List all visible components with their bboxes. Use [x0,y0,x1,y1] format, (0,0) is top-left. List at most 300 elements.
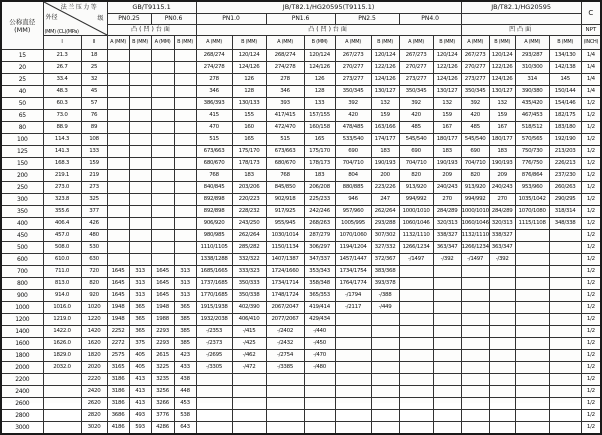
cell-value: 168.3 [43,158,81,170]
table-row [1,242,601,254]
cell-value: 518/512 [515,122,549,134]
header-inch: (INCH) [581,36,601,50]
table-body [1,50,601,435]
cell-value [174,194,196,206]
cell-value: 4186 [107,422,129,435]
cell-value [399,422,433,435]
cell-value: 338/327 [489,230,515,242]
cell-value: 385 [174,326,196,338]
cell-value: 1/2 [581,374,601,386]
cell-value [489,410,515,422]
cell-value: 1645 [107,266,129,278]
cell-value [266,374,304,386]
cell-value: 160 [232,122,266,134]
cell-value [107,254,129,266]
cell-value: 383/368 [371,266,399,278]
cell-value [266,386,304,398]
cell-value: 262/264 [371,206,399,218]
cell-value [549,266,581,278]
cell-value: 415 [196,110,232,122]
cell-value: 1035/1042 [515,194,549,206]
cell-value: 130/127 [433,86,461,98]
cell-value: 122/126 [489,62,515,74]
cell-value [129,206,151,218]
cell-value: 240/243 [489,182,515,194]
header-a-col: A (MM) [399,36,433,50]
cell-value: 1/2 [581,386,601,398]
cell-value: 3776 [151,410,174,422]
cell-value: 457.0 [43,230,81,242]
cell-value [549,314,581,326]
cell-value [107,122,129,134]
cell-value [304,398,335,410]
cell-value: 183/180 [549,122,581,134]
cell-value [151,62,174,74]
cell-value: 346 [266,86,304,98]
cell-value: 320/313 [489,218,515,230]
cell-value [174,134,196,146]
cell-value: 167 [433,122,461,134]
cell-dn: 2000 [1,362,43,374]
cell-value [335,326,371,338]
cell-value [549,374,581,386]
header-b-col: B (MM) [304,36,335,50]
cell-value: 1/2 [581,230,601,242]
cell-value: -/2117 [335,302,371,314]
cell-value: 1020 [81,302,107,314]
cell-value: 3235 [151,374,174,386]
cell-value: 1457/1447 [335,254,371,266]
cell-value: 133 [304,98,335,110]
cell-value: 268/274 [266,50,304,62]
table-row [1,170,601,182]
cell-value: 182/175 [549,110,581,122]
cell-value [174,98,196,110]
cell-value: 333/323 [232,266,266,278]
cell-value: 392 [399,98,433,110]
cell-value: 365 [174,302,196,314]
cell-value: 1/2 [581,290,601,302]
cell-value [335,386,371,398]
cell-value: 1948 [107,314,129,326]
header-pn16: PN1.6 [266,14,335,25]
cell-value [107,50,129,62]
cell-value: 1060/1046 [399,218,433,230]
cell-value [129,254,151,266]
cell-value [461,302,489,314]
cell-value: 643 [174,422,196,435]
cell-value [232,386,266,398]
cell-dn: 40 [1,86,43,98]
cell-value: 690 [399,146,433,158]
cell-value: -/2432 [266,338,304,350]
cell-value: 1115/1108 [515,218,549,230]
cell-value [461,266,489,278]
cell-value: 420 [335,110,371,122]
cell-value [515,242,549,254]
cell-value: 453 [174,398,196,410]
cell-value: 150/144 [549,86,581,98]
header-flange-grade: 法兰压力等 [60,4,99,11]
cell-value: 570/565 [515,134,549,146]
cell-value [433,410,461,422]
cell-value: 1737/1685 [196,278,232,290]
table-row [1,146,601,158]
cell-value: 768 [196,170,232,182]
cell-value [335,374,371,386]
cell-value: 610.0 [43,254,81,266]
cell-value: 820 [81,278,107,290]
cell-value [433,374,461,386]
cell-value: -/1497 [461,254,489,266]
cell-value: 1734/1754 [335,266,371,278]
cell-dn: 900 [1,290,43,302]
cell-value: 267/273 [461,50,489,62]
header-b-col: B (MM) [549,36,581,50]
cell-value: 3225 [151,362,174,374]
cell-dn: 1000 [1,302,43,314]
cell-value: 130/133 [232,98,266,110]
header-a-col: A (MM) [266,36,304,50]
cell-value: 142/138 [549,62,581,74]
cell-value: 353/343 [304,266,335,278]
cell-value: 2220 [81,374,107,386]
cell-value [549,386,581,398]
cell-value: 307/302 [371,230,399,242]
cell-value: 405 [129,350,151,362]
cell-value: 1948 [107,302,129,314]
cell-value: 108 [81,134,107,146]
cell-value: 167 [489,122,515,134]
table-row [1,362,601,374]
cell-value: 1220 [81,314,107,326]
cell-dn: 800 [1,278,43,290]
cell-value [515,386,549,398]
header-a-col: A (MM) [196,36,232,50]
cell-value: 472/470 [266,122,304,134]
cell-value [433,350,461,362]
cell-value [107,218,129,230]
cell-value: -/3385 [266,362,304,374]
cell-value: 1645 [151,266,174,278]
cell-value: -/480 [304,362,335,374]
cell-value: 267/273 [335,50,371,62]
cell-value [107,98,129,110]
cell-value: 178/173 [232,158,266,170]
cell-value: 268/263 [304,218,335,230]
cell-value: 60.3 [43,98,81,110]
cell-value: 274/278 [266,62,304,74]
cell-value [43,422,81,435]
header-npt: NPT [581,25,601,36]
cell-value: 1748/1724 [266,290,304,302]
cell-value: 190/193 [489,158,515,170]
cell-value: 1626.0 [43,338,81,350]
cell-dn: 65 [1,110,43,122]
cell-value: 704/710 [399,158,433,170]
cell-value [174,122,196,134]
cell-value: 243/250 [232,218,266,230]
cell-value: 1/2 [581,206,601,218]
cell-value [107,134,129,146]
cell-value [107,62,129,74]
cell-value: 175/170 [232,146,266,158]
cell-value: 120/124 [489,50,515,62]
cell-value: 1620 [81,338,107,350]
cell-value: 124/126 [371,74,399,86]
cell-value [151,98,174,110]
cell-value: 1/2 [581,182,601,194]
cell-value [335,338,371,350]
cell-value [151,50,174,62]
cell-value: 1070/1060 [335,230,371,242]
cell-value: 1070/1080 [515,206,549,218]
cell-value: 124/126 [304,62,335,74]
header-b-col: B (MM) [232,36,266,50]
cell-value: 957/960 [335,206,371,218]
table-row [1,422,601,435]
cell-value: 393/378 [371,278,399,290]
cell-value: 178/173 [304,158,335,170]
table-row [1,350,601,362]
cell-value [174,230,196,242]
cell-value [174,62,196,74]
cell-value: 270/277 [335,62,371,74]
cell-value: 390/380 [515,86,549,98]
cell-value: 704/710 [335,158,371,170]
cell-value: 917/925 [266,206,304,218]
cell-value: -/388 [371,290,399,302]
cell-value: 845/850 [266,182,304,194]
cell-value: 3186 [107,398,129,410]
cell-value: 213/203 [549,146,581,158]
header-a-col: A (MM) [335,36,371,50]
cell-value: 413 [129,374,151,386]
cell-value [151,170,174,182]
cell-value: 274/278 [196,62,232,74]
cell-value [196,374,232,386]
cell-value: 4286 [151,422,174,435]
cell-value: 160/158 [304,122,335,134]
cell-value: 260/263 [549,182,581,194]
cell-value [196,422,232,435]
cell-value: 392 [461,98,489,110]
table-row [1,194,601,206]
header-b-col: B (MM) [371,36,399,50]
cell-value: 1/2 [581,278,601,290]
cell-value [371,410,399,422]
cell-value: 133 [81,146,107,158]
cell-value: 165 [304,134,335,146]
cell-value: 2293 [151,338,174,350]
cell-value: 130/127 [489,86,515,98]
cell-value: 192/190 [549,134,581,146]
cell-dn: 25 [1,74,43,86]
cell-value: 313 [174,290,196,302]
cell-value [107,194,129,206]
cell-value: 3186 [107,374,129,386]
cell-value: 448 [174,386,196,398]
cell-value [549,254,581,266]
cell-value: 175/170 [304,146,335,158]
header-c-column: C [581,1,601,25]
cell-value [107,242,129,254]
cell-dn: 3000 [1,422,43,435]
cell-value: 157/155 [304,110,335,122]
cell-value [399,326,433,338]
cell-value [371,422,399,435]
cell-value: 377 [81,206,107,218]
cell-value: 438 [174,374,196,386]
cell-value [549,278,581,290]
cell-value: 363/347 [433,242,461,254]
cell-value: 237/230 [549,170,581,182]
cell-value: 1/4 [581,50,601,62]
cell-value [129,194,151,206]
cell-value: 1820 [81,350,107,362]
cell-value [174,206,196,218]
cell-value [489,386,515,398]
cell-value: 680/670 [266,158,304,170]
cell-value: 1420 [81,326,107,338]
cell-value [399,290,433,302]
cell-value [515,326,549,338]
cell-value [489,314,515,326]
cell-value [371,326,399,338]
cell-value: 159 [433,110,461,122]
cell-value: 417/415 [266,110,304,122]
cell-value [489,266,515,278]
cell-value: 1948 [151,302,174,314]
cell-value: 273/277 [461,74,489,86]
cell-value: 183 [433,146,461,158]
cell-value: 33.4 [43,74,81,86]
cell-value [371,398,399,410]
cell-value [399,278,433,290]
cell-value [515,398,549,410]
cell-value: 906/920 [196,218,232,230]
cell-value [196,410,232,422]
cell-value: 953/960 [515,182,549,194]
cell-value: 1988 [151,314,174,326]
cell-value: 350/345 [335,86,371,98]
cell-value: 902/918 [266,194,304,206]
cell-value [129,86,151,98]
table-row [1,326,601,338]
cell-value: 3256 [151,386,174,398]
cell-value [129,98,151,110]
cell-dn: 500 [1,242,43,254]
cell-value [399,362,433,374]
cell-value [515,302,549,314]
cell-value [399,314,433,326]
cell-value [461,422,489,435]
cell-value: 1/4 [581,62,601,74]
cell-value: 880/885 [335,182,371,194]
cell-value: -/3305 [196,362,232,374]
cell-value: 673/663 [266,146,304,158]
cell-value: 515 [196,134,232,146]
cell-value: -/440 [304,326,335,338]
cell-value: 242/246 [304,206,335,218]
cell-value: 3686 [107,410,129,422]
cell-value: 120/124 [304,50,335,62]
cell-value: 2615 [151,350,174,362]
cell-value: -/472 [232,362,266,374]
cell-value: 1/2 [581,98,601,110]
table-row [1,230,601,242]
cell-value: 130/127 [371,86,399,98]
cell-value: 122/126 [371,62,399,74]
cell-value [304,410,335,422]
header-face-jb1: 凸(凹)台面 [196,25,461,36]
cell-value: 76 [81,110,107,122]
table-row [1,374,601,386]
cell-value [151,254,174,266]
cell-value: 485 [399,122,433,134]
table-row [1,86,601,98]
cell-value: 18 [81,50,107,62]
cell-value [151,218,174,230]
cell-value [266,410,304,422]
header-b-col: B (MM) [433,36,461,50]
cell-value: 174/177 [371,134,399,146]
cell-value: 2020 [81,362,107,374]
table-row [1,278,601,290]
header-pn40: PN4.0 [399,14,461,25]
cell-value [515,422,549,435]
cell-value [151,146,174,158]
cell-value: 750/730 [515,146,549,158]
cell-value [151,134,174,146]
cell-value [515,266,549,278]
cell-value: 994/992 [461,194,489,206]
cell-value: 385 [174,338,196,350]
table-row [1,338,601,350]
cell-value [151,122,174,134]
cell-value: 332/322 [232,254,266,266]
cell-dn: 300 [1,194,43,206]
cell-value: 209 [433,170,461,182]
cell-value: 124/126 [489,74,515,86]
header-pn025: PN0.25 [107,14,151,25]
cell-value: 768 [266,170,304,182]
cell-value [107,158,129,170]
cell-value: 314 [515,74,549,86]
cell-value [515,278,549,290]
cell-value: 1/2 [581,422,601,435]
cell-value [107,170,129,182]
cell-value [433,290,461,302]
cell-value: 365 [129,326,151,338]
cell-value: 914.0 [43,290,81,302]
cell-value [174,74,196,86]
cell-value [489,326,515,338]
cell-value: 820 [399,170,433,182]
cell-value: 530 [81,242,107,254]
cell-value: 429/434 [304,314,335,326]
cell-value [433,278,461,290]
cell-value: 876/864 [515,170,549,182]
cell-value: 120/124 [433,50,461,62]
cell-value: 1266/1234 [461,242,489,254]
cell-value: 163/166 [371,122,399,134]
cell-value: 1219.0 [43,314,81,326]
cell-value [399,398,433,410]
cell-value: 994/992 [399,194,433,206]
cell-value [304,374,335,386]
table-row [1,74,601,86]
